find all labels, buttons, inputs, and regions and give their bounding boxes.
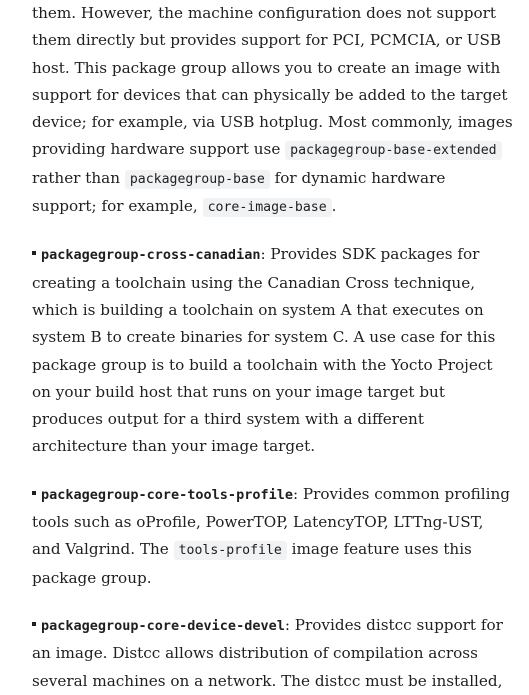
inline-code-tools-profile: tools-profile [174,541,287,560]
bullet-icon [32,491,36,495]
intro-text-3: for dynamic hardware support; for example, [32,168,446,216]
intro-paragraph [32,0,514,221]
item-description-before: : Provides common profiling tools such as oProfile, PowerTOP, LatencyTOP, LTTng-UST, and Valgrind. The [32,484,510,559]
intro-text-2: rather than [32,168,125,187]
list-item-cross-canadian [32,241,514,460]
intro-text-1: them. However, the machine configuration does not support them directly but provides support for PCI, PCMCIA, or USB host. This package group allows you to create an image with support for devices that can physically be added to the target device; for example, via USB hotplug. Most commonly, images providing hardware support use [32,4,513,159]
intro-text-end: . [331,197,337,216]
bullet-icon [32,622,36,626]
document-body [32,0,514,695]
inline-code-packagegroup-base: packagegroup-base [125,170,270,189]
item-description-after: image feature uses this package group. [32,540,472,587]
item-description: : Provides distcc support for an image. Distcc allows distribution of compilation across several machines on a network. The distcc must be installed, [32,615,503,690]
list-item-core-tools-profile [32,481,514,592]
term-packagegroup-core-device-devel: packagegroup-core-device-devel [41,617,285,634]
list-item-core-device-devel [32,612,514,695]
inline-code-packagegroup-base-extended: packagegroup-base-extended [285,141,501,160]
item-description: : Provides SDK packages for creating a toolchain using the Canadian Cross technique, which is building a toolchain on system A that executes on system B to create binaries for system C. A use case for this package group is to build a toolchain with the Yocto Project on your build host that runs on your image target but produces output for a third system with a different architecture than your image target. [32,245,496,456]
inline-code-core-image-base: core-image-base [203,198,332,217]
term-packagegroup-core-tools-profile: packagegroup-core-tools-profile [41,486,293,503]
bullet-icon [32,251,36,255]
term-packagegroup-cross-canadian: packagegroup-cross-canadian [41,247,261,264]
